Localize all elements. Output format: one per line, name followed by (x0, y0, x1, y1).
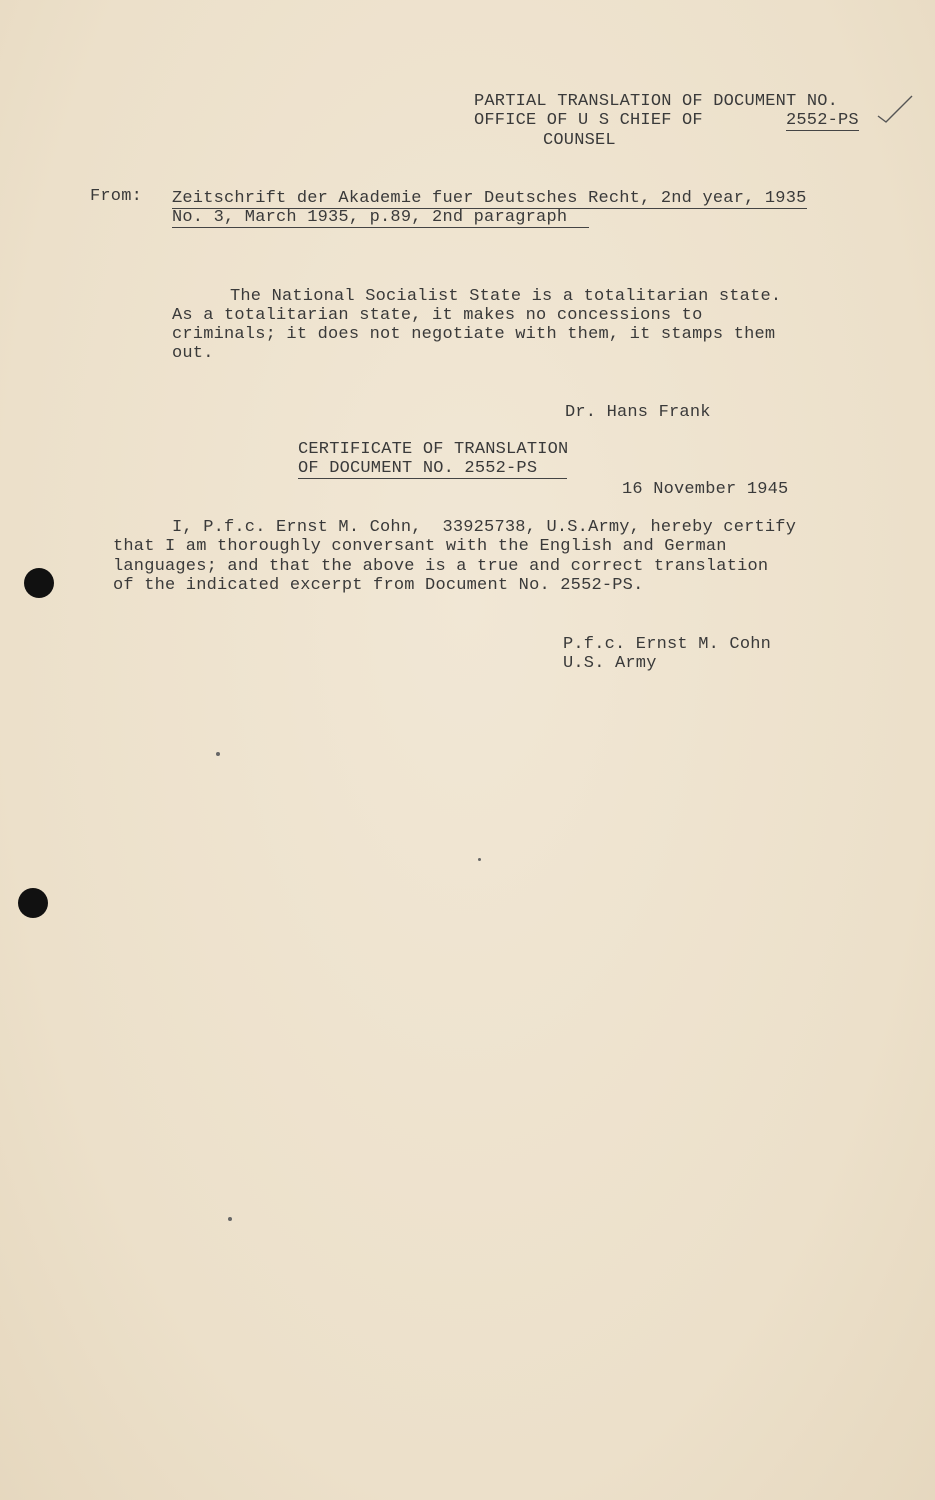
certificate-title-1: CERTIFICATE OF TRANSLATION (298, 440, 569, 459)
source-line-2: No. 3, March 1935, p.89, 2nd paragraph (172, 208, 589, 228)
punch-hole-upper (24, 568, 54, 598)
paper-speck (228, 1217, 232, 1221)
translation-line-3: criminals; it does not negotiate with them, it stamps them (172, 325, 776, 344)
certificate-title-2: OF DOCUMENT NO. 2552-PS (298, 459, 567, 479)
paper-speck (216, 752, 220, 756)
translation-line-4: out. (172, 344, 214, 363)
signer-name: P.f.c. Ernst M. Cohn (563, 635, 772, 654)
translation-author: Dr. Hans Frank (565, 403, 711, 422)
check-mark-icon (876, 94, 916, 126)
signer-unit: U.S. Army (563, 654, 657, 673)
translation-line-1: The National Socialist State is a totalitarian state. (230, 287, 782, 306)
header-title: PARTIAL TRANSLATION OF DOCUMENT NO. (474, 92, 839, 111)
certificate-body-1: I, P.f.c. Ernst M. Cohn, 33925738, U.S.Army, hereby certify (172, 518, 797, 537)
certificate-body-4: of the indicated excerpt from Document No. 2552-PS. (113, 576, 644, 595)
header-counsel: COUNSEL (543, 131, 616, 150)
punch-hole-lower (18, 888, 48, 918)
certificate-body-2: that I am thoroughly conversant with the English and German (113, 537, 727, 556)
source-line-1: Zeitschrift der Akademie fuer Deutsches Recht, 2nd year, 1935 (172, 189, 807, 208)
source-label: From: (90, 187, 143, 206)
certificate-date: 16 November 1945 (622, 480, 789, 499)
header-doc-number: 2552-PS (786, 111, 859, 130)
translation-line-2: As a totalitarian state, it makes no concessions to (172, 306, 703, 325)
paper-speck (478, 858, 481, 861)
header-office: OFFICE OF U S CHIEF OF (474, 111, 703, 130)
certificate-body-3: languages; and that the above is a true and correct translation (113, 557, 769, 576)
